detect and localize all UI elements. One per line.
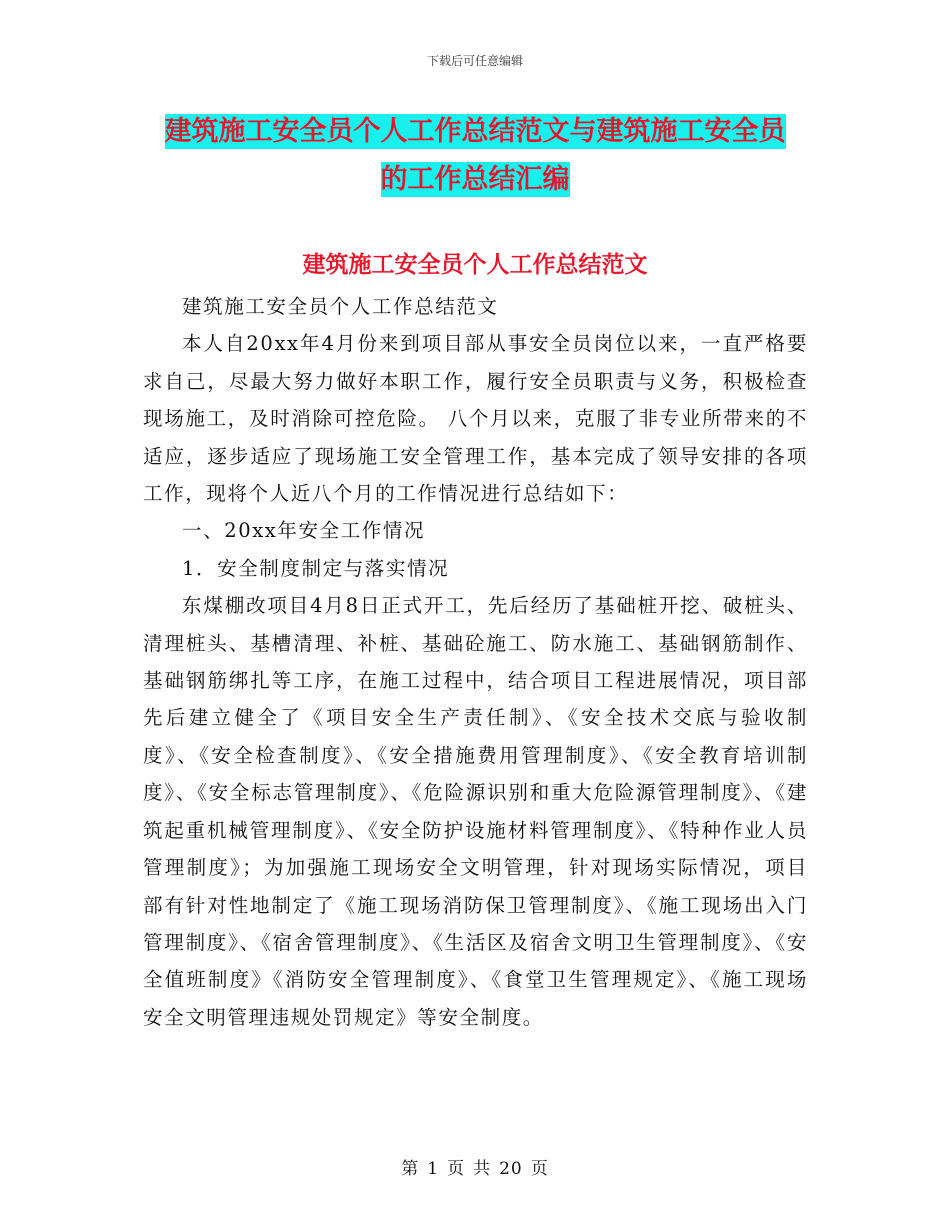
paragraph-subtitle: 建筑施工安全员个人工作总结范文: [182, 295, 499, 318]
footer-total-pages: 20: [499, 1159, 523, 1179]
footer-page-word: 页: [447, 1159, 466, 1179]
paragraph-heading-1-1: 1．安全制度制定与落实情况: [182, 556, 450, 580]
main-title-line2: 的工作总结汇编: [380, 164, 570, 195]
main-title-line1: 建筑施工安全员个人工作总结范文与建筑施工安全员: [164, 116, 786, 147]
footer-current-page: 1: [427, 1159, 440, 1179]
paragraph-intro: 本人自20xx年4月份来到项目部从事安全员岗位以来，一直严格要求自己，尽最大努力做好本职工作，履行安全员职责与义务，积极检查现场施工，及时消除可控危险。 八个月以来，克服了非专业所带来的不适应，逐步适应了现场施工安全管理工作，基本完成了领导安排的各项工作，现将个人近八个月的工作情况进行总结如下：: [143, 332, 808, 506]
paragraph-detail: 东煤棚改项目4月8日正式开工，先后经历了基础桩开挖、破桩头、清理桩头、基槽清理、补桩、基础砼施工、防水施工、基础钢筋制作、基础钢筋绑扎等工序，在施工过程中，结合项目工程进展情况，项目部先后建立健全了《项目安全生产责任制》、《安全技术交底与验收制度》、《安全检查制度》、《安全措施费用管理制度》、《安全教育培训制度》、《安全标志管理制度》、《危险源识别和重大危险源管理制度》、《建筑起重机械管理制度》、《安全防护设施材料管理制度》、《特种作业人员管理制度》；为加强施工现场安全文明管理，针对现场实际情况，项目部有针对性地制定了《施工现场消防保卫管理制度》、《施工现场出入门管理制度》、《宿舍管理制度》、《生活区及宿舍文明卫生管理制度》、《安全值班制度》《消防安全管理制度》、《食堂卫生管理规定》、《施工现场安全文明管理违规处罚规定》等安全制度。: [143, 594, 808, 1029]
header-note: 下载后可任意编辑: [426, 54, 523, 68]
paragraph-heading-1: 一、20xx年安全工作情况: [182, 519, 426, 543]
footer-total-word: 共: [473, 1159, 492, 1179]
footer-suffix: 页: [530, 1159, 549, 1179]
page-footer: [0, 1154, 950, 1179]
footer-prefix: 第: [401, 1159, 420, 1179]
body-text: [143, 288, 808, 1036]
section-title: 建筑施工安全员个人工作总结范文: [302, 252, 648, 278]
main-title: [140, 108, 810, 204]
